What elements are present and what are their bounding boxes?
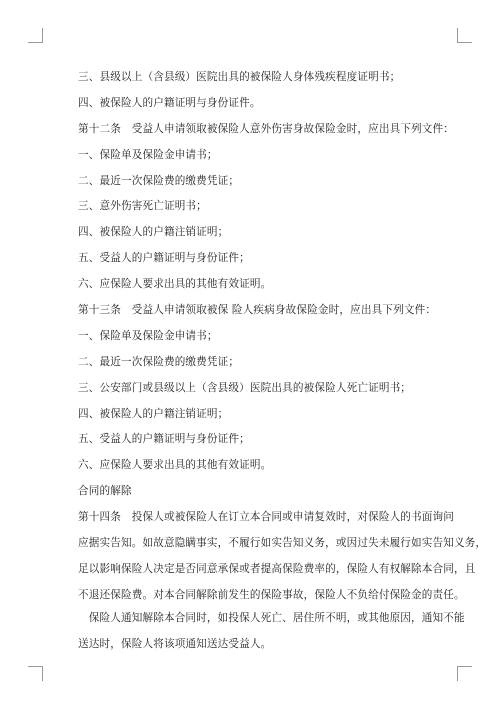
document-body <box>78 70 487 657</box>
notice-paragraph <box>78 605 465 657</box>
article-14-paragraph <box>78 504 487 608</box>
paragraph-line: 应据实告知。如故意隐瞒事实，不履行如实告知义务，或因过失未履行如实告知义务， <box>78 537 487 550</box>
clause-line: 二、最近一次保险费的缴费凭证； <box>78 355 240 368</box>
article-heading: 第十二条 受益人申请领取被保险人意外伤害身故保险金时，应出具下列文件： <box>78 122 455 135</box>
clause-line: 四、被保险人的户籍注销证明； <box>78 226 229 239</box>
section-heading: 合同的解除 <box>78 485 132 498</box>
paragraph-line: 足以影响保险人决定是否同意承保或者提高保险费率的，保险人有权解除本合同，且 <box>78 563 476 576</box>
crop-mark-top-right <box>457 28 472 43</box>
clause-line: 三、县级以上（含县级）医院出具的被保险人身体残疾程度证明书； <box>78 71 401 83</box>
paragraph-line: 不退还保险费。对本合同解除前发生的保险事故，保险人不负给付保险金的责任。 <box>78 589 465 602</box>
clause-line: 六、应保险人要求出具的其他有效证明。 <box>78 278 272 291</box>
paragraph-line: 第十四条 投保人或被保险人在订立本合同或申请复效时，对保险人的书面询问 <box>78 511 455 524</box>
clause-line: 三、意外伤害死亡证明书； <box>78 200 207 213</box>
clause-line: 三、公安部门或县级以上（含县级）医院出具的被保险人死亡证明书； <box>78 381 412 394</box>
clause-line: 二、最近一次保险费的缴费凭证； <box>78 174 240 187</box>
clause-line: 一、保险单及保险金申请书； <box>78 148 218 161</box>
clause-line: 五、受益人的户籍证明与身份证件； <box>78 252 250 265</box>
clause-line: 四、被保险人的户籍证明与身份证件。 <box>78 96 261 109</box>
clause-line: 一、保险单及保险金申请书； <box>78 329 218 342</box>
crop-mark-top-left <box>28 28 43 43</box>
clause-line: 四、被保险人的户籍注销证明； <box>78 407 229 420</box>
crop-mark-bottom-right <box>457 666 472 681</box>
clause-line: 五、受益人的户籍证明与身份证件； <box>78 433 250 446</box>
paragraph-line: 送达时，保险人将该项通知送达受益人。 <box>78 638 272 651</box>
article-heading: 第十三条 受益人申请领取被保 险人疾病身故保险金时，应出具下列文件： <box>78 304 437 317</box>
paragraph-line: 保险人通知解除本合同时，如投保人死亡、居住所不明，或其他原因，通知不能 <box>78 612 465 625</box>
clause-line: 六、应保险人要求出具的其他有效证明。 <box>78 459 272 472</box>
crop-mark-bottom-left <box>28 666 43 681</box>
